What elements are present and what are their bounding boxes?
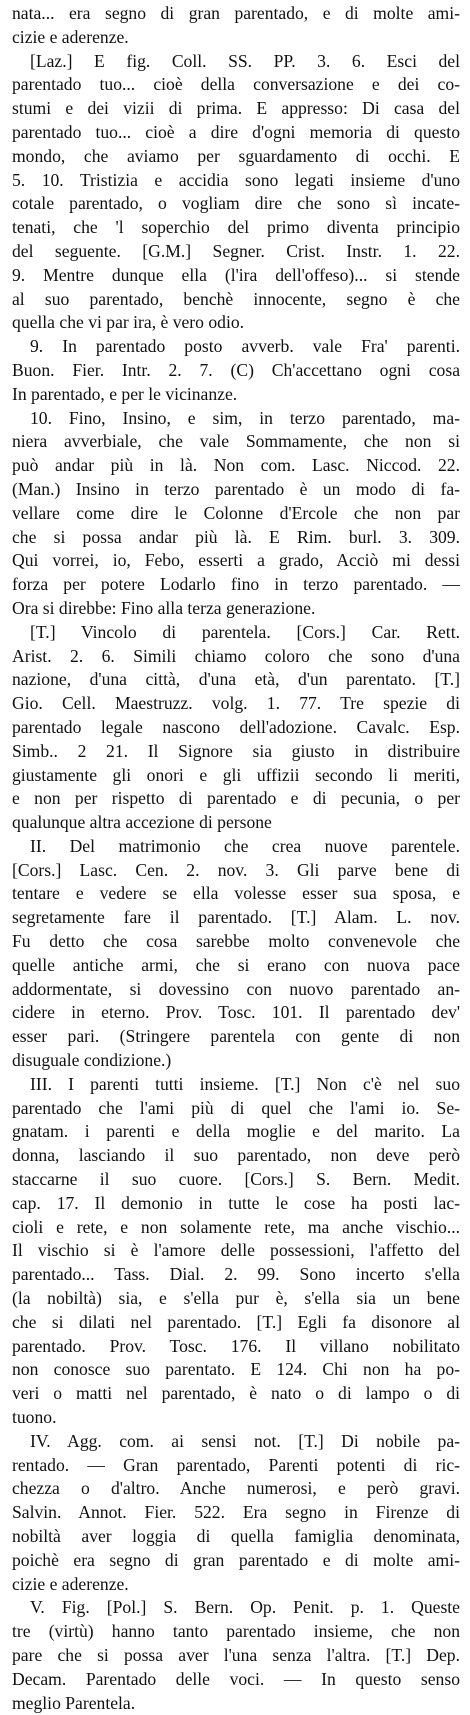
- text-line: quella che vi par ira, è vero odio.: [12, 312, 245, 333]
- text-line: niera avverbiale, che vale Sommamente, che non si: [12, 431, 460, 452]
- text-line: può andar più in là. Non com. Lasc. Niccod. 22.: [12, 455, 460, 476]
- text-line: Ora si direbbe: Fino alla terza generazione.: [12, 597, 316, 618]
- text-line: nazione, d'una città, d'una età, d'un parentato. [T.]: [12, 669, 460, 690]
- text-line: forza per potere Lodarlo fino in terzo parentado. —: [12, 574, 460, 595]
- text-line: addormentate, si dovessino con nuovo parentado an-: [12, 978, 460, 999]
- text-line: Decam. Parentado delle voci. — In questo senso: [12, 1668, 460, 1689]
- text-line: V. Fig. [Pol.] S. Bern. Op. Penit. p. 1. Queste: [30, 1597, 460, 1618]
- text-line: poichè era segno di gran parentado e di molte ami-: [12, 1549, 460, 1570]
- text-line: parentado tuo... cioè a dire d'ogni memoria di questo: [12, 121, 460, 142]
- text-line: qualunque altra accezione di persone: [12, 812, 272, 833]
- text-line: vellare come dire le Colonne d'Ercole che non par: [12, 502, 460, 523]
- text-line: che si possa andar più là. E Rim. burl. 3. 309.: [12, 526, 460, 547]
- text-line: IV. Agg. com. ai sensi not. [T.] Di nobile pa-: [30, 1430, 460, 1451]
- text-line: staccarne il suo cuore. [Cors.] S. Bern. Medit.: [12, 1169, 460, 1190]
- text-line: In parentado, e per le vicinanze.: [12, 383, 238, 404]
- text-line: Fu detto che cosa sarebbe molto convenevole che: [12, 931, 460, 952]
- text-line: Qui vorrei, io, Febo, esserti a grado, Acciò mi dessi: [12, 550, 460, 571]
- text-line: parentado. Prov. Tosc. 176. Il villano nobilitato: [12, 1335, 460, 1356]
- text-line: cioli e rete, e non solamente rete, ma anche vischio...: [12, 1216, 460, 1237]
- text-line: rentado. — Gran parentado, Parenti potenti di ric-: [12, 1454, 460, 1475]
- text-line: tentare e vedere se ella volesse esser sua sposa, e: [12, 883, 460, 904]
- text-line: quelle antiche armi, che si erano con nuova pace: [12, 954, 460, 975]
- text-line: tre (virtù) hanno tanto parentado insieme, che non: [12, 1621, 460, 1642]
- text-line: 9. Mentre dunque ella (l'ira dell'offeso)... si stende: [12, 264, 460, 285]
- text-line: meglio Parentela.: [12, 1692, 136, 1713]
- text-line: nata... era segno di gran parentado, e di molte ami-: [12, 3, 460, 23]
- text-line: gnatam. i parenti e della moglie e del marito. La: [12, 1121, 460, 1142]
- text-line: tenati, che 'l soperchio del primo diventa principio: [12, 217, 460, 238]
- text-line: parentado che l'ami più di quel che l'ami io. Se-: [12, 1097, 460, 1118]
- text-line: [T.] Vincolo di parentela. [Cors.] Car. Rett.: [30, 621, 460, 642]
- text-line: stumi e dei vizii di prima. E appresso: Di casa del: [12, 98, 460, 119]
- text-line: esser pari. (Stringere parentela con gente di non: [12, 1026, 460, 1047]
- text-line: donna, lasciando il suo parentado, non deve però: [12, 1145, 460, 1166]
- text-line: cidere in eterno. Prov. Tosc. 101. Il parentado dev': [12, 1002, 460, 1023]
- text-line: 5. 10. Tristizia e accidia sono legati insieme d'uno: [12, 169, 460, 190]
- text-line: veri o matti nel parentado, è nato o di lampo o di: [12, 1383, 460, 1404]
- text-line: Gio. Cell. Maestruzz. volg. 1. 77. Tre spezie di: [12, 693, 460, 714]
- text-line: mondo, che aviamo per sguardamento di occhi. E: [12, 145, 460, 166]
- text-line: 9. In parentado posto avverb. vale Fra' parenti.: [30, 336, 460, 357]
- text-line: 10. Fino, Insino, e sim, in terzo parentado, ma-: [30, 407, 460, 428]
- text-line: tuono.: [12, 1407, 57, 1428]
- text-line: cizie e aderenze.: [12, 26, 129, 47]
- text-line: parentado legale nascono dell'adozione. Cavalc. Esp.: [12, 716, 460, 737]
- text-line: chezza o d'altro. Anche numerosi, e però gravi.: [12, 1478, 460, 1499]
- text-line: Arist. 2. 6. Simili chiamo coloro che sono d'una: [12, 645, 460, 666]
- text-line: Il vischio si è l'amore delle possessioni, l'affetto del: [12, 1240, 460, 1261]
- text-line: Salvin. Annot. Fier. 522. Era segno in Firenze di: [12, 1502, 460, 1523]
- text-line: Buon. Fier. Intr. 2. 7. (C) Ch'accettano ogni cosa: [12, 359, 460, 380]
- text-line: pare che si possa aver l'una senza l'altra. [T.] Dep.: [12, 1644, 460, 1665]
- text-line: (la nobiltà) sia, e s'ella pur è, s'ella sia un bene: [12, 1288, 460, 1309]
- text-line: [Cors.] Lasc. Cen. 2. nov. 3. Gli parve bene di: [12, 859, 460, 880]
- text-line: nobiltà aver loggia di quella famiglia denominata,: [12, 1526, 460, 1546]
- text-line: II. Del matrimonio che crea nuove parentele.: [30, 835, 460, 856]
- text-line: giustamente gli onori e gli uffizii secondo li meriti,: [12, 764, 460, 785]
- text-line: cotale parentado, o vogliam dire che sono sì incate-: [12, 193, 460, 214]
- text-line: che si dilati nel parentado. [T.] Egli fa disonore al: [12, 1311, 460, 1332]
- text-line: segretamente fare il parentado. [T.] Alam. L. nov.: [12, 907, 460, 928]
- text-line: al suo parentado, benchè innocente, segno è che: [12, 288, 460, 309]
- text-line: e non per rispetto di parentado e di pecunia, o per: [12, 788, 460, 809]
- text-line: parentado... Tass. Dial. 2. 99. Sono incerto s'ella: [12, 1264, 460, 1285]
- text-line: [Laz.] E fig. Coll. SS. PP. 3. 6. Esci del: [30, 50, 460, 71]
- text-line: del seguente. [G.M.] Segner. Crist. Instr. 1. 22.: [12, 240, 460, 261]
- text-line: cizie e aderenze.: [12, 1573, 129, 1594]
- text-line: disuguale condizione.): [12, 1050, 172, 1071]
- text-line: cap. 17. Il demonio in tutte le cose ha posti lac-: [12, 1192, 460, 1213]
- text-line: (Man.) Insino in terzo parentado è un modo di fa-: [12, 478, 460, 499]
- text-line: Simb.. 2 21. Il Signore sia giusto in distribuire: [12, 740, 460, 761]
- text-line: III. I parenti tutti insieme. [T.] Non c'è nel suo: [30, 1073, 460, 1094]
- text-line: parentado tuo... cioè della conversazione e dei co-: [12, 74, 460, 95]
- text-line: non conosce suo parentato. E 124. Chi non ha po-: [12, 1359, 460, 1380]
